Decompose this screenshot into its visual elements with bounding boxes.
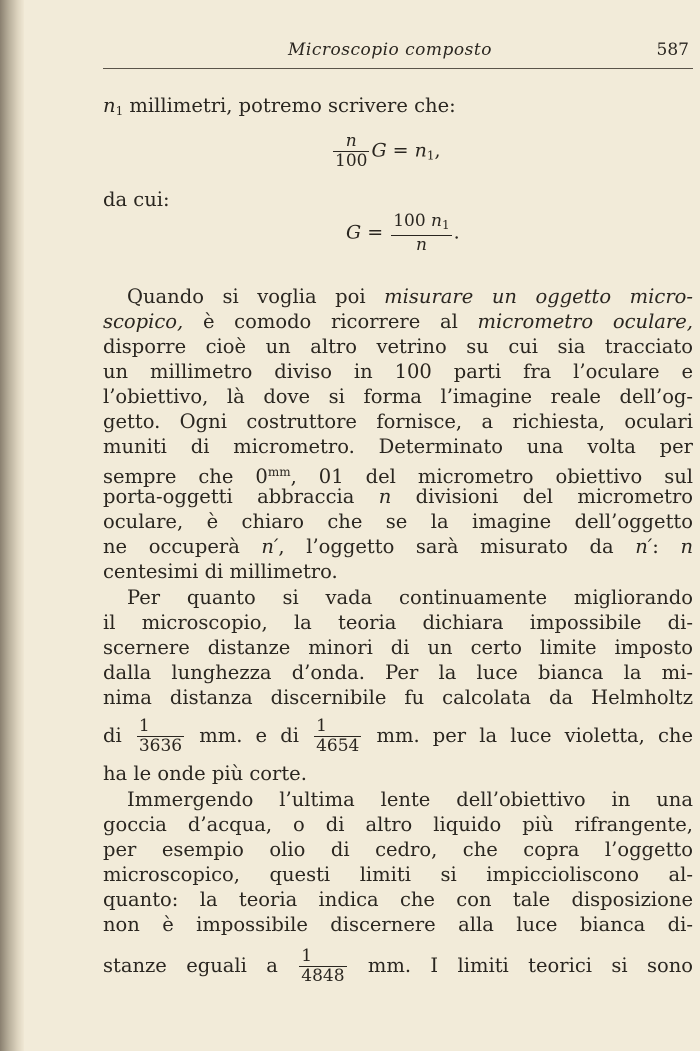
p1-line-2 — [103, 310, 693, 334]
p2-line-1: Per quanto si vada continuamente migliorando — [127, 586, 693, 609]
fraction-denominator: 4654 — [316, 736, 360, 756]
p1-line-6: getto. Ogni costruttore fornisce, a richiesta, oculari — [103, 410, 693, 433]
punctuation: . — [453, 221, 460, 244]
punctuation: , — [434, 139, 441, 162]
p1-line-12: centesimi di millimetro. — [103, 560, 338, 583]
p1-line-5: l’obiettivo, là dove si forma l’imagine reale dell’og- — [103, 385, 693, 408]
fraction-100n1-over-n — [391, 212, 451, 255]
intro-line — [103, 94, 693, 123]
fraction-numerator: 1 — [137, 717, 184, 737]
p3-line-1: Immergendo l’ultima lente dell’obiettivo in una — [127, 788, 693, 811]
page-number: 587 — [656, 40, 689, 60]
text: sempre che 0 — [103, 465, 268, 488]
running-title: Microscopio composto — [288, 40, 492, 60]
variable-n: n — [378, 485, 392, 508]
p1-line-11 — [103, 535, 693, 559]
fraction-1-over-3636 — [137, 717, 184, 756]
p1-line-4: un millimetro diviso in 100 parti fra l’oculare e — [103, 360, 693, 383]
text: mm. e di — [186, 724, 313, 747]
fraction-denominator: n — [415, 235, 427, 255]
p1-line-3: disporre cioè un altro vetrino su cui sia tracciato — [103, 335, 693, 358]
p3-line-4: microscopico, questi limiti si impicciolisconο al- — [103, 863, 693, 886]
fraction-numerator — [391, 212, 451, 236]
fraction-denominator: 4848 — [301, 966, 345, 986]
variable-n-prime: n′ — [261, 535, 279, 558]
p2-line-2: il microscopio, la teoria dichiara impossibile di- — [103, 611, 693, 634]
p3-line-2: goccia d’acqua, o di altro liquido più rifrangente, — [103, 813, 693, 836]
fraction-1-over-4848 — [299, 947, 346, 986]
da-cui-line — [103, 188, 693, 212]
p3-line-7 — [103, 942, 693, 990]
p1-line-9 — [103, 485, 693, 509]
equation-2 — [346, 212, 460, 255]
text: mm. per la luce violetta, che — [363, 724, 694, 747]
variable-n1: n — [103, 94, 116, 117]
subscript: 1 — [426, 148, 435, 163]
da-cui-text: da cui: — [103, 188, 170, 211]
variable-n: n — [431, 211, 442, 231]
text: di — [103, 724, 135, 747]
equation-rhs-var: n — [414, 139, 427, 162]
p2-line-4: dalla lunghezza d’onda. Per la luce bianca la mi- — [103, 661, 693, 684]
subscript: 1 — [115, 104, 124, 118]
number-100: 100 — [393, 211, 432, 231]
equation-lhs: G = — [371, 139, 415, 162]
header-rule — [103, 68, 693, 69]
italic-text: scopico, — [103, 310, 184, 333]
subscript: 1 — [442, 218, 450, 232]
equation-lhs: G = — [346, 221, 390, 244]
fraction-denominator: 3636 — [138, 736, 183, 756]
p3-line-5: quanto: la teoria indica che con tale disposizione — [103, 888, 693, 911]
fraction-n-over-100 — [333, 132, 369, 171]
variable-n-prime: n′ — [635, 535, 653, 558]
text: , 01 del micrometro obiettivo sul — [290, 465, 693, 488]
text: ne occuperà — [103, 535, 262, 558]
equation-1 — [331, 132, 441, 171]
text: Quando si voglia poi — [127, 285, 385, 308]
p1-line-7: muniti di micrometro. Determinato una volta per — [103, 435, 693, 458]
text: porta-oggetti abbraccia — [103, 485, 379, 508]
text: , l’oggetto sarà misurato da — [278, 535, 636, 558]
text: è comodo ricorrere al — [183, 310, 478, 333]
p2-line-6 — [103, 712, 693, 760]
fraction-numerator: n — [333, 132, 369, 152]
p3-line-6: non è impossibile discernere alla luce bianca di- — [103, 913, 693, 936]
p1-line-10: oculare, è chiaro che se la imagine dell’oggetto — [103, 510, 693, 533]
fraction-numerator: 1 — [314, 717, 361, 737]
p2-line-3: scernere distanze minori di un certo limite imposto — [103, 636, 693, 659]
text: divisioni del micrometro — [391, 485, 694, 508]
superscript: mm — [267, 465, 291, 479]
p2-line-7: ha le onde più corte. — [103, 762, 307, 785]
book-spine-shadow — [0, 0, 24, 1051]
fraction-1-over-4654 — [314, 717, 361, 756]
italic-text: misurare un oggetto micro- — [384, 285, 693, 308]
text: : — [652, 535, 681, 558]
p3-line-3: per esempio olio di cedro, che copra l’oggetto — [103, 838, 693, 861]
fraction-denominator: 100 — [335, 151, 368, 171]
intro-text: millimetri, potremo scrivere che: — [123, 94, 456, 117]
fraction-numerator: 1 — [299, 947, 346, 967]
book-page — [103, 0, 693, 1051]
text: mm. I limiti teorici si sono — [348, 954, 693, 977]
italic-text: micrometro oculare, — [477, 310, 693, 333]
variable-n: n — [680, 535, 693, 558]
p2-line-5: nima distanza discernibile fu calcolata da Helmholtz — [103, 686, 693, 709]
page-header — [103, 40, 693, 62]
text: stanze eguali a — [103, 954, 298, 977]
p1-line-1 — [127, 285, 693, 309]
